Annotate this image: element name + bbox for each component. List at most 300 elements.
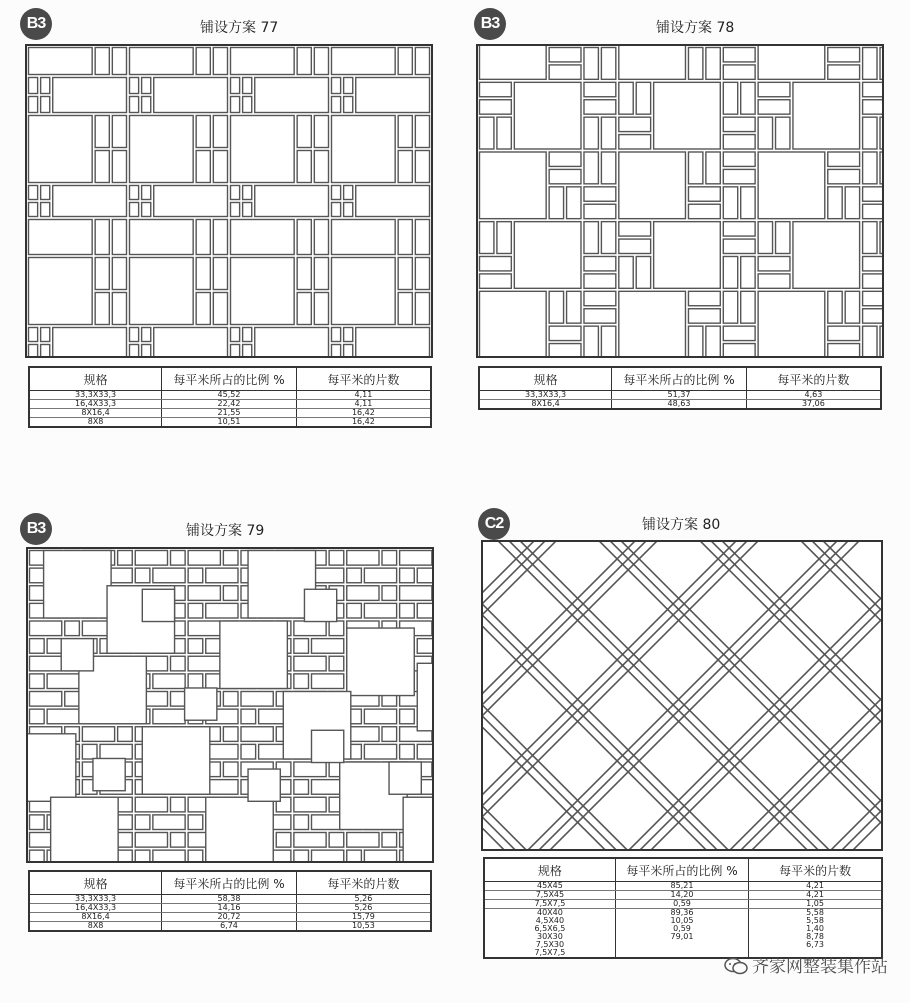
tile-8x8	[231, 203, 240, 217]
tile-8x16	[294, 833, 326, 848]
table-cell: 48,63	[612, 400, 747, 410]
tile-8x8	[30, 709, 45, 724]
tile-16x8	[758, 274, 790, 288]
tile-8x16	[398, 116, 412, 148]
tile-16x33	[255, 186, 329, 217]
tile-8x16	[845, 187, 859, 219]
tile-16x33	[154, 78, 228, 113]
large-tile	[758, 46, 825, 79]
table-cell: 8X8	[29, 922, 162, 932]
tile-8x8	[41, 203, 50, 217]
tile-8x16	[112, 116, 126, 148]
large-tile	[654, 222, 721, 289]
table-cell: 14,20	[615, 891, 748, 900]
tile-8x8	[171, 656, 186, 671]
tile-16x33	[231, 220, 295, 255]
large-tile	[44, 551, 112, 619]
tile-8x8	[332, 328, 341, 342]
tile-8x16	[549, 187, 563, 219]
table-cell: 8X16,4	[479, 400, 612, 410]
tile-8x16	[312, 674, 344, 689]
tile-8x16	[206, 568, 238, 583]
large-tile	[206, 797, 274, 861]
tile-8x16	[845, 291, 859, 323]
tile-16x8	[619, 117, 651, 131]
tile-8x8	[188, 815, 203, 830]
table-cell: 7,5X7,5	[484, 949, 615, 958]
table-cell: 4,11	[296, 400, 431, 409]
tile-16x8	[688, 187, 720, 201]
tile-16x8	[723, 239, 755, 253]
table-cell: 22,42	[162, 400, 297, 409]
tile-8x16	[314, 293, 328, 325]
plan-title-80: 铺设方案 80	[642, 517, 721, 533]
table-cell: 33,3X33,3	[29, 391, 162, 400]
tile-8x16	[415, 220, 429, 255]
tile-8x16	[188, 586, 220, 601]
tile-8x16	[776, 222, 790, 254]
tile-8x8	[231, 328, 240, 342]
tile-8x8	[243, 328, 252, 342]
tile-8x8	[118, 727, 133, 742]
table-cell	[615, 941, 748, 949]
tile-8x8	[347, 568, 362, 583]
tile-8x8	[130, 328, 139, 342]
tile-8x16	[196, 48, 210, 75]
tile-8x16	[417, 639, 432, 654]
tile-8x8	[223, 586, 238, 601]
tile-16x8	[480, 82, 512, 96]
tile-8x16	[347, 586, 379, 601]
tile-16x8	[723, 65, 755, 79]
tile-8x16	[364, 744, 396, 759]
table-cell: 6,5X6,5	[484, 925, 615, 933]
tile-8x16	[706, 326, 720, 356]
spec-table-80	[483, 857, 883, 959]
table-header: 每平米的片数	[749, 858, 882, 882]
tile-16x8	[549, 48, 581, 62]
table-cell: 10,53	[296, 922, 431, 932]
tile-8x16	[294, 797, 326, 812]
tile-16x8	[723, 344, 755, 356]
tile-8x16	[47, 709, 79, 724]
table-cell: 0,59	[615, 925, 748, 933]
tile-8x8	[382, 586, 397, 601]
table-cell: 21,55	[162, 409, 297, 418]
tile-16x33	[29, 220, 93, 255]
large-tile	[142, 727, 210, 795]
tile-8x16	[741, 256, 755, 288]
tile-8x8	[130, 203, 139, 217]
tile-8x8	[332, 203, 341, 217]
tile-8x8	[188, 850, 203, 861]
tile-8x16	[364, 709, 396, 724]
plan-title-79: 铺设方案 79	[186, 523, 265, 539]
tile-8x8	[65, 692, 80, 707]
tile-8x8	[29, 78, 38, 94]
table-cell: 7,5X45	[484, 891, 615, 900]
table-cell: 37,06	[746, 400, 881, 410]
table-cell: 20,72	[162, 913, 297, 922]
tile-8x16	[688, 48, 702, 80]
tile-8x16	[776, 117, 790, 149]
tile-8x8	[344, 203, 353, 217]
tile-8x16	[95, 293, 109, 325]
tile-16x33	[356, 78, 430, 113]
table-cell: 4,11	[296, 391, 431, 400]
tile-8x16	[567, 291, 581, 323]
tile-8x8	[243, 97, 252, 113]
table-cell: 5,26	[296, 895, 431, 904]
table-cell: 10,51	[162, 418, 297, 428]
tile-8x16	[347, 551, 379, 566]
tile-8x8	[65, 621, 80, 636]
large-tile	[130, 116, 194, 183]
large-tile	[480, 152, 547, 219]
tile-8x8	[223, 551, 238, 566]
tile-8x16	[549, 291, 563, 323]
tile-8x8	[41, 186, 50, 200]
tile-8x8	[188, 674, 203, 689]
tile-8x16	[497, 222, 511, 254]
tile-8x16	[297, 116, 311, 148]
tile-8x16	[206, 603, 238, 618]
tile-8x16	[880, 326, 882, 356]
tile-16x8	[584, 100, 616, 114]
spec-table-77	[28, 366, 432, 428]
tile-8x8	[243, 78, 252, 94]
table-cell: 30X30	[484, 933, 615, 941]
tile-8x16	[758, 222, 772, 254]
tile-8x16	[153, 850, 185, 861]
table-cell: 51,37	[612, 391, 747, 400]
tile-8x8	[41, 328, 50, 342]
tile-8x8	[142, 78, 151, 94]
tile-8x8	[29, 186, 38, 200]
tile-8x16	[30, 621, 62, 636]
tile-8x8	[118, 797, 133, 812]
table-header: 规格	[29, 871, 162, 895]
tile-8x16	[584, 152, 598, 184]
badge-c2: C2	[478, 508, 510, 540]
tile-16x8	[863, 256, 882, 270]
tile-8x16	[196, 116, 210, 148]
tile-8x16	[601, 222, 615, 254]
plan-title-78: 铺设方案 78	[656, 20, 735, 36]
tile-8x16	[584, 117, 598, 149]
tile-8x8	[231, 78, 240, 94]
badge-b3: B3	[474, 8, 506, 40]
tile-8x16	[82, 727, 114, 742]
tile-16x8	[863, 100, 882, 114]
watermark-text: 齐家网整装集作站	[752, 957, 888, 977]
tile-16x8	[480, 256, 512, 270]
tile-8x16	[153, 709, 185, 724]
tile-16x16	[248, 769, 280, 801]
tile-16x33	[130, 220, 194, 255]
tile-8x16	[312, 639, 344, 654]
tile-8x16	[417, 744, 432, 759]
tile-8x16	[584, 222, 598, 254]
tile-8x16	[95, 48, 109, 75]
tile-8x16	[723, 291, 737, 323]
tile-8x8	[344, 78, 353, 94]
tile-16x8	[863, 274, 882, 288]
large-tile	[51, 797, 119, 861]
tile-8x8	[188, 639, 203, 654]
tile-16x33	[154, 328, 228, 357]
tile-16x8	[828, 48, 860, 62]
tile-8x16	[196, 151, 210, 183]
badge-b3: B3	[20, 513, 52, 545]
tile-8x16	[480, 117, 494, 149]
tile-8x16	[112, 48, 126, 75]
tile-16x8	[584, 187, 616, 201]
tile-16x8	[863, 187, 882, 201]
large-tile	[231, 258, 295, 325]
tile-8x16	[364, 568, 396, 583]
large-tile	[130, 258, 194, 325]
tile-8x16	[135, 833, 167, 848]
tile-16x8	[828, 344, 860, 356]
tile-16x8	[828, 326, 860, 340]
tile-8x16	[863, 326, 877, 356]
tile-8x8	[118, 551, 133, 566]
tile-8x8	[231, 97, 240, 113]
tile-8x16	[112, 258, 126, 290]
table-header: 每平米所占的比例 %	[612, 367, 747, 391]
tile-8x16	[95, 151, 109, 183]
tile-8x8	[41, 97, 50, 113]
tile-8x16	[153, 815, 185, 830]
large-tile	[793, 82, 860, 149]
tile-8x8	[382, 727, 397, 742]
tile-8x8	[382, 551, 397, 566]
tile-8x8	[382, 833, 397, 848]
tile-8x16	[415, 116, 429, 148]
tile-8x16	[297, 48, 311, 75]
table-cell: 7,5X30	[484, 941, 615, 949]
tile-8x8	[332, 78, 341, 94]
tile-16x8	[723, 117, 755, 131]
tile-8x8	[294, 850, 309, 861]
tile-8x16	[213, 293, 227, 325]
tile-8x8	[400, 603, 415, 618]
table-header: 每平米所占的比例 %	[162, 367, 297, 391]
table-cell: 1,40	[749, 925, 882, 933]
tile-8x16	[314, 151, 328, 183]
tile-8x16	[100, 744, 132, 759]
tile-8x8	[30, 568, 45, 583]
table-cell: 5,26	[296, 904, 431, 913]
joint-line	[483, 717, 881, 849]
tile-16x16	[304, 589, 336, 621]
tile-8x16	[213, 116, 227, 148]
tile-8x8	[231, 345, 240, 357]
tile-8x16	[584, 326, 598, 356]
tile-16x8	[480, 274, 512, 288]
tile-8x8	[82, 744, 97, 759]
tile-8x16	[601, 117, 615, 149]
tile-8x8	[142, 345, 151, 357]
tile-8x8	[243, 345, 252, 357]
tile-8x16	[415, 151, 429, 183]
tile-8x16	[297, 220, 311, 255]
tile-8x16	[415, 48, 429, 75]
large-tile	[29, 258, 93, 325]
tile-8x8	[294, 815, 309, 830]
tile-8x16	[30, 692, 62, 707]
large-tile	[28, 734, 76, 802]
tile-8x8	[344, 345, 353, 357]
tile-8x16	[828, 291, 842, 323]
tile-8x16	[294, 762, 326, 777]
tile-8x16	[206, 780, 238, 795]
tile-8x16	[294, 656, 326, 671]
table-cell: 10,05	[615, 917, 748, 925]
tile-8x16	[196, 293, 210, 325]
tile-8x16	[398, 220, 412, 255]
tile-8x8	[223, 762, 238, 777]
joint-line	[483, 818, 881, 849]
tile-8x16	[880, 117, 882, 149]
large-tile	[220, 621, 288, 689]
tile-8x16	[95, 220, 109, 255]
table-cell: 45,52	[162, 391, 297, 400]
tile-8x8	[30, 674, 45, 689]
tile-8x8	[329, 833, 344, 848]
table-cell: 89,36	[615, 909, 748, 918]
tile-8x8	[142, 97, 151, 113]
table-header: 规格	[484, 858, 615, 882]
table-header: 每平米所占的比例 %	[162, 871, 297, 895]
tile-8x16	[417, 568, 432, 583]
tile-8x16	[30, 656, 62, 671]
tile-16x16	[93, 758, 125, 790]
tile-8x16	[828, 187, 842, 219]
tile-8x8	[188, 568, 203, 583]
tile-8x16	[636, 256, 650, 288]
tile-8x16	[601, 48, 615, 80]
tile-8x16	[206, 744, 238, 759]
tile-8x16	[294, 621, 326, 636]
tile-8x16	[314, 220, 328, 255]
tile-8x8	[276, 833, 291, 848]
table-cell: 79,01	[615, 933, 748, 941]
tile-pattern-77	[25, 44, 433, 358]
tile-8x16	[213, 258, 227, 290]
table-header: 每平米的片数	[746, 367, 881, 391]
tile-16x8	[723, 169, 755, 183]
table-cell: 33,3X33,3	[29, 895, 162, 904]
tile-8x16	[417, 603, 432, 618]
large-tile	[480, 291, 547, 356]
tile-8x16	[415, 293, 429, 325]
tile-8x8	[130, 97, 139, 113]
badge-b3: B3	[20, 8, 52, 40]
tile-8x8	[29, 345, 38, 357]
tile-16x8	[688, 204, 720, 218]
tile-8x8	[223, 727, 238, 742]
table-cell: 14,16	[162, 904, 297, 913]
tile-16x8	[828, 152, 860, 166]
tile-16x33	[231, 48, 295, 75]
large-tile	[347, 628, 415, 696]
tile-8x16	[584, 48, 598, 80]
tile-16x8	[619, 222, 651, 236]
tile-16x8	[584, 274, 616, 288]
tile-16x8	[619, 239, 651, 253]
table-header: 规格	[29, 367, 162, 391]
table-cell: 1,05	[749, 900, 882, 909]
tile-8x16	[241, 692, 273, 707]
tile-8x8	[243, 186, 252, 200]
tile-16x8	[723, 48, 755, 62]
tile-8x16	[314, 258, 328, 290]
tile-16x8	[863, 291, 882, 305]
tile-8x16	[312, 568, 344, 583]
tile-8x8	[329, 656, 344, 671]
watermark	[724, 952, 888, 977]
tile-8x8	[135, 568, 150, 583]
tile-8x16	[400, 586, 432, 601]
tile-8x8	[347, 850, 362, 861]
tile-8x16	[619, 256, 633, 288]
large-tile	[619, 291, 686, 356]
table-cell: 5,58	[749, 917, 882, 925]
tile-16x8	[863, 82, 882, 96]
tile-16x8	[723, 222, 755, 236]
table-cell: 16,42	[296, 409, 431, 418]
tile-8x8	[171, 692, 186, 707]
table-cell: 16,4X33,3	[29, 400, 162, 409]
tile-8x16	[112, 293, 126, 325]
tile-8x16	[312, 850, 344, 861]
tile-pattern-78	[476, 44, 884, 358]
tile-8x8	[294, 780, 309, 795]
large-tile	[417, 663, 432, 731]
tile-16x16	[185, 688, 217, 720]
tile-16x33	[356, 328, 430, 357]
tile-8x16	[723, 82, 737, 114]
table-cell: 85,21	[615, 882, 748, 891]
table-cell: 16,42	[296, 418, 431, 428]
tile-8x16	[497, 117, 511, 149]
tile-8x8	[243, 203, 252, 217]
tile-8x16	[398, 151, 412, 183]
tile-8x8	[332, 97, 341, 113]
large-tile	[332, 116, 396, 183]
tile-8x16	[601, 326, 615, 356]
spec-table-79	[28, 870, 432, 932]
table-cell: 4,21	[749, 891, 882, 900]
large-tile	[231, 116, 295, 183]
large-tile	[514, 222, 581, 289]
table-cell: 16,4X33,3	[29, 904, 162, 913]
plan-title-77: 铺设方案 77	[200, 20, 279, 36]
tile-8x16	[112, 151, 126, 183]
tile-16x33	[53, 186, 127, 217]
tile-8x16	[314, 116, 328, 148]
tile-8x8	[171, 551, 186, 566]
tile-8x8	[329, 621, 344, 636]
tile-16x16	[61, 639, 93, 671]
tile-8x16	[636, 82, 650, 114]
tile-8x16	[741, 187, 755, 219]
table-cell: 8X8	[29, 418, 162, 428]
tile-8x16	[112, 220, 126, 255]
tile-8x16	[480, 222, 494, 254]
